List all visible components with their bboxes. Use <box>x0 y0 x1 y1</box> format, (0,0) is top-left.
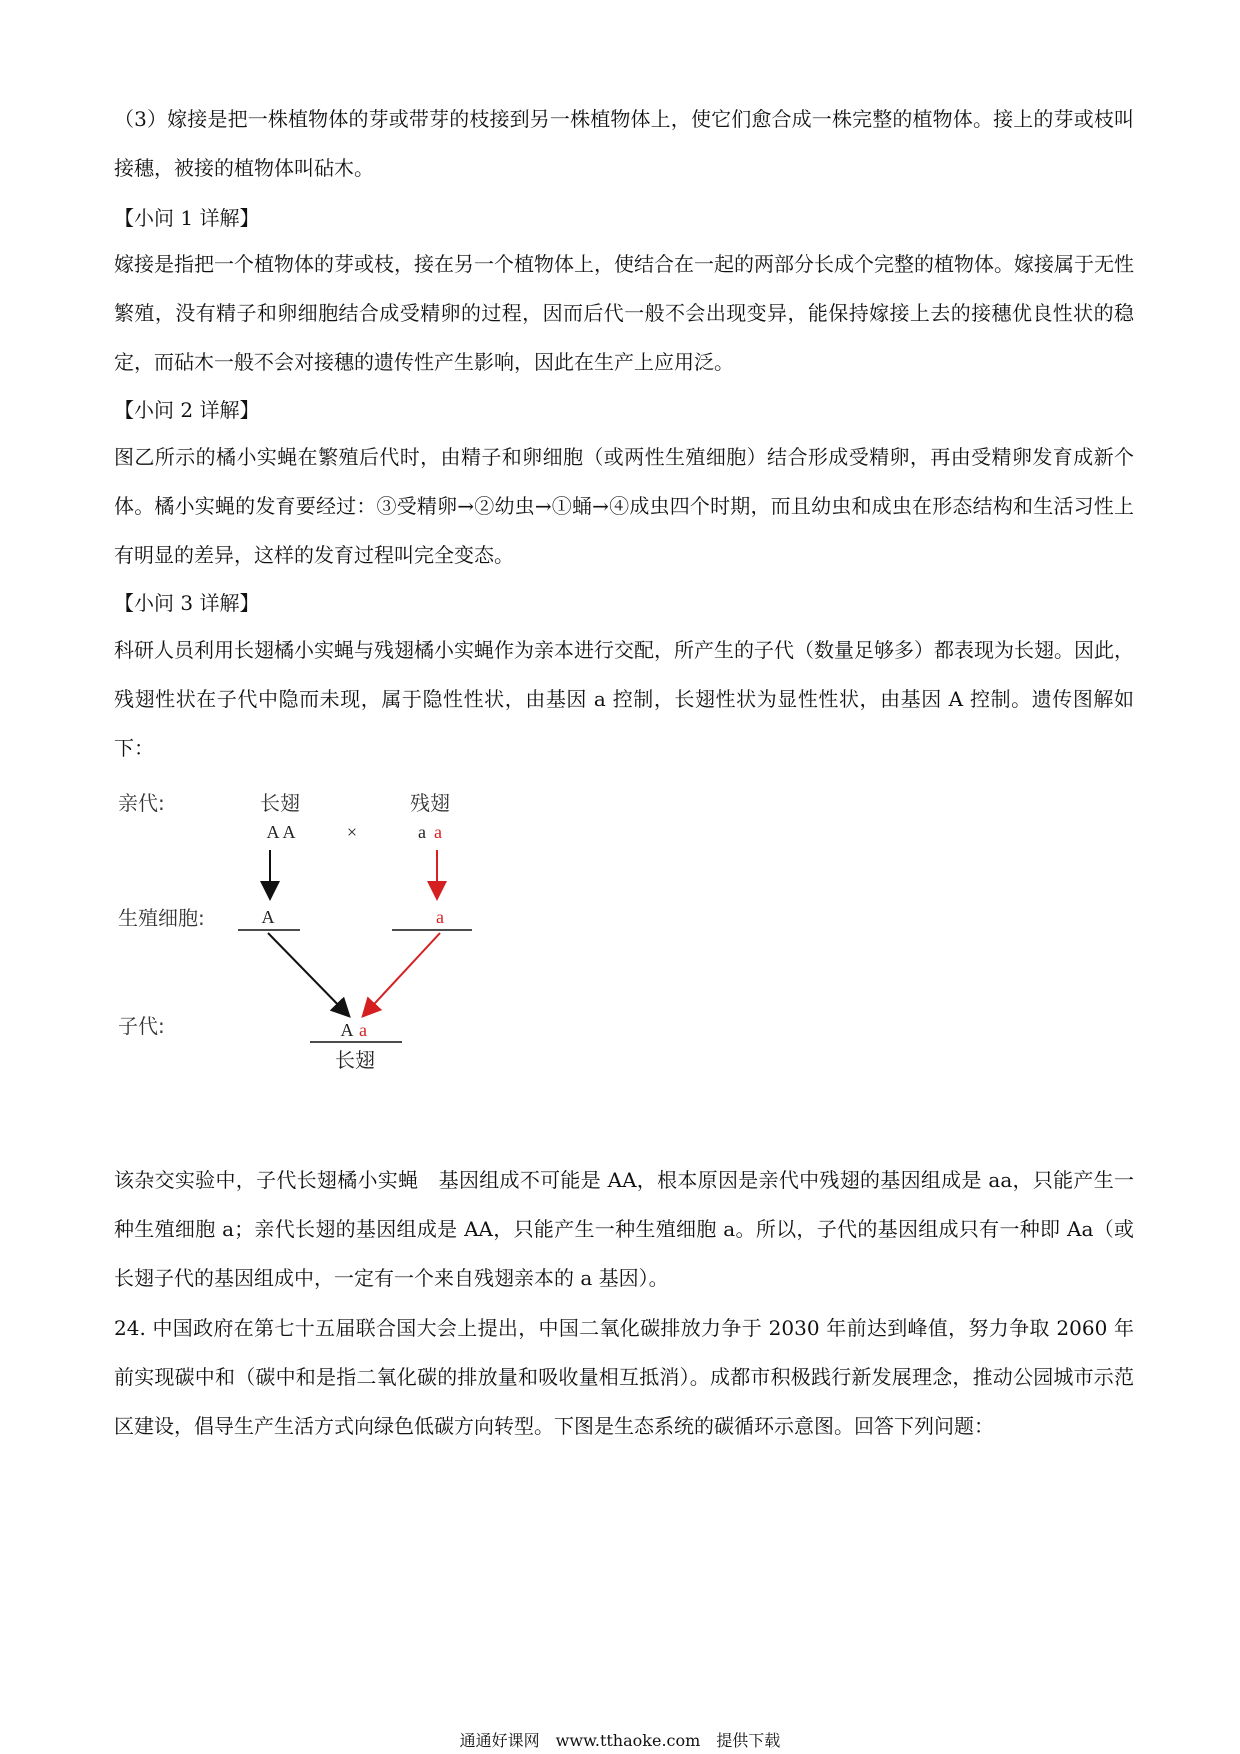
parent-short-wing-trait: 残翅 <box>410 791 450 815</box>
question-3-heading: 【小问 3 详解】 <box>114 591 260 615</box>
question-1-heading: 【小问 1 详解】 <box>114 206 260 230</box>
question-24-paragraph: 24. 中国政府在第七十五届联合国大会上提出，中国二氧化碳排放力争于 2030 年前达到峰值，努力争取 2060 年前实现碳中和（碳中和是指二氧化碳的排放量和吸收量相互抵消）。成都市积极践行新发展理念，推动公园城市示范区建设，倡导生产生活方式向绿色低碳方向转型。下图是生态系统的碳循环示意图。回答下列问题： <box>114 1316 1134 1438</box>
gamete-a-dominant: A <box>261 907 275 927</box>
parent-long-gene-1: A <box>266 822 280 842</box>
gamete-label: 生殖细胞: <box>118 906 205 930</box>
question-1-explanation: 嫁接是指把一个植物体的芽或枝，接在另一个植物体上，使结合在一起的两部分长成个完整的植物体。嫁接属于无性繁殖，没有精子和卵细胞结合成受精卵的过程，因而后代一般不会出现变异，能保持嫁接上去的接穗优良性状的稳定，而砧木一般不会对接穗的遗传性产生影响，因此在生产上应用泛。 <box>114 252 1134 374</box>
question-3-explanation: 科研人员利用长翅橘小实蝇与残翅橘小实蝇作为亲本进行交配，所产生的子代（数量足够多）都表现为长翅。因此，残翅性状在子代中隐而未现，属于隐性性状，由基因 a 控制，长翅性状为显性性状，由基因 A 控制。遗传图解如下： <box>114 638 1134 760</box>
genetic-cross-diagram <box>110 780 530 1090</box>
parent-short-gene-1: a <box>418 822 426 842</box>
cross-symbol: × <box>346 822 358 842</box>
gamete-a-recessive: a <box>436 907 444 927</box>
offspring-trait: 长翅 <box>335 1048 375 1072</box>
parent-generation-label: 亲代: <box>118 791 165 815</box>
question-2-explanation: 图乙所示的橘小实蝇在繁殖后代时，由精子和卵细胞（或两性生殖细胞）结合形成受精卵，再由受精卵发育成新个体。橘小实蝇的发育要经过：③受精卵→②幼虫→①蛹→④成虫四个时期，而且幼虫和成虫在形态结构和生活习性上有明显的差异，这样的发育过程叫完全变态。 <box>114 445 1134 567</box>
arrow-dominant-gamete-to-offspring <box>268 933 348 1015</box>
question-2-heading: 【小问 2 详解】 <box>114 398 260 422</box>
offspring-label: 子代: <box>118 1014 165 1038</box>
offspring-gene-2: a <box>359 1020 367 1040</box>
page-footer: 通通好课网 www.tthaoke.com 提供下载 <box>459 1731 781 1750</box>
conclusion-paragraph: 该杂交实验中，子代长翅橘小实蝇 基因组成不可能是 AA，根本原因是亲代中残翅的基因组成是 aa，只能产生一种生殖细胞 a；亲代长翅的基因组成是 AA，只能产生一种生殖细胞 a。所以，子代的基因组成只有一种即 Aa（或长翅子代的基因组成中，一定有一个来自残翅亲本的 a 基因）。 <box>114 1168 1134 1290</box>
grafting-paragraph: （3）嫁接是把一株植物体的芽或带芽的枝接到另一株植物体上，使它们愈合成一株完整的植物体。接上的芽或枝叫接穗，被接的植物体叫砧木。 <box>114 107 1134 180</box>
parent-short-gene-2: a <box>434 822 442 842</box>
parent-long-gene-2: A <box>282 822 296 842</box>
offspring-gene-1: A <box>340 1020 354 1040</box>
arrow-recessive-gamete-to-offspring <box>364 933 440 1015</box>
parent-long-wing-trait: 长翅 <box>260 791 300 815</box>
